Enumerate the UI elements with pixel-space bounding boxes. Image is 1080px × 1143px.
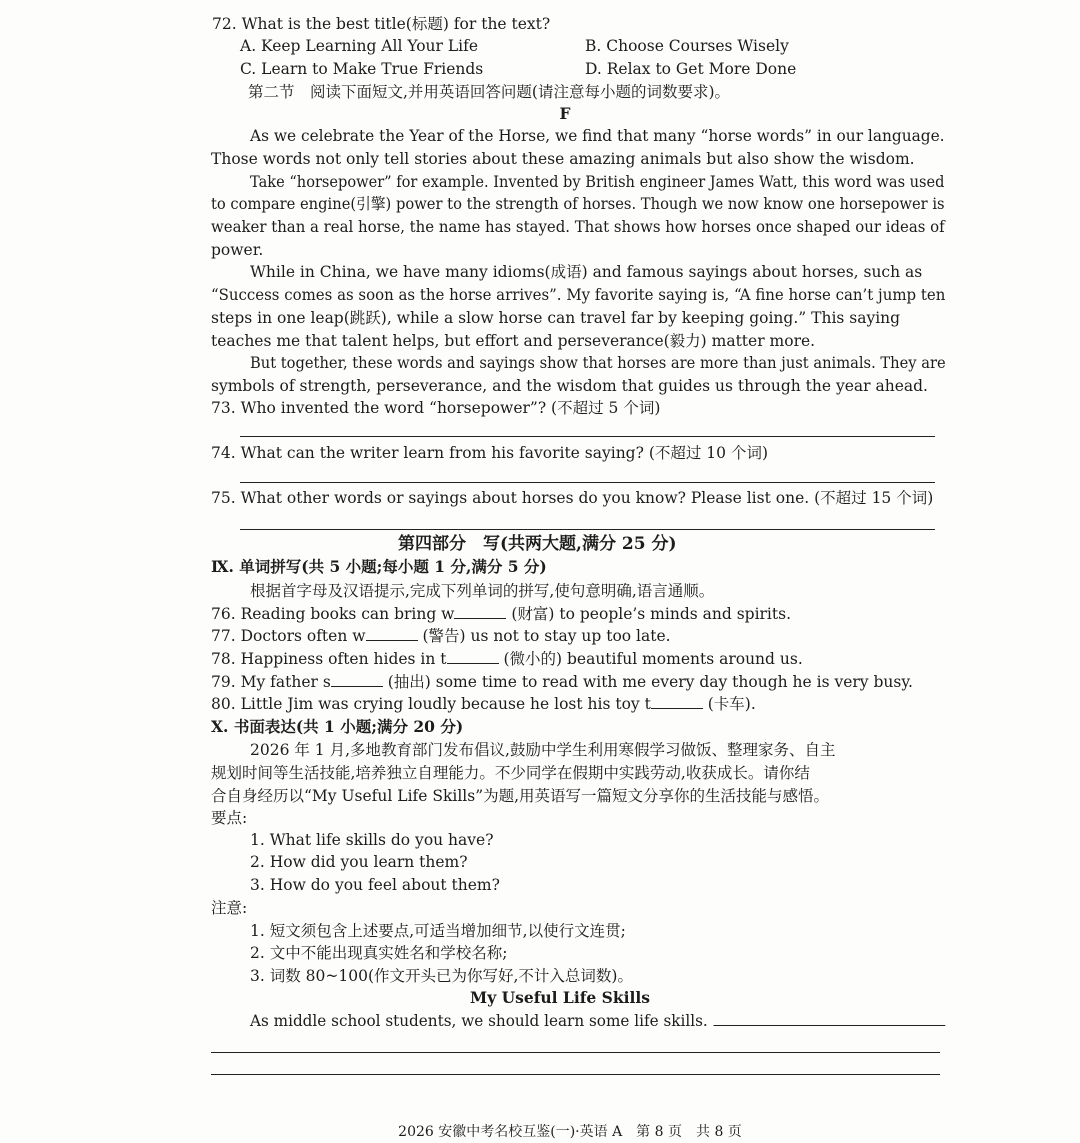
writing-prompt-line: 2026 年 1 月,多地教育部门发布倡议,鼓励中学生利用寒假学习做饭、整理家务、自主 bbox=[250, 741, 836, 759]
point-item: 2. How did you learn them? bbox=[250, 853, 468, 871]
q72-option-b: B. Choose Courses Wisely bbox=[585, 37, 789, 55]
section9-title: Ⅸ. 单词拼写(共 5 小题;每小题 1 分,满分 5 分) bbox=[211, 557, 547, 576]
blank-77[interactable] bbox=[366, 626, 418, 641]
passage-line: teaches me that talent helps, but effort and perseverance(毅力) matter more. bbox=[211, 332, 816, 350]
q72-option-d: D. Relax to Get More Done bbox=[585, 60, 797, 78]
question-73: 73. Who invented the word “horsepower”? (不超过 5 个词) bbox=[211, 399, 661, 417]
spelling-item-76: 76. Reading books can bring w (财富) to people’s minds and spirits. bbox=[211, 605, 792, 623]
notes-label: 注意: bbox=[211, 899, 248, 917]
spelling-item-80: 80. Little Jim was crying loudly because he lost his toy t (卡车). bbox=[211, 695, 756, 713]
spelling-item-77: 77. Doctors often w (警告) us not to stay up too late. bbox=[211, 627, 671, 645]
passage-line: “Success comes as soon as the horse arrives”. My favorite saying is, “A fine horse can’t jump ten bbox=[211, 286, 946, 304]
passage-line: As we celebrate the Year of the Horse, we find that many “horse words” in our language. bbox=[250, 127, 945, 145]
part4-title: 第四部分 写(共两大题,满分 25 分) bbox=[398, 534, 677, 554]
note-item: 3. 词数 80~100(作文开头已为你写好,不计入总词数)。 bbox=[250, 967, 633, 985]
section10-title: Ⅹ. 书面表达(共 1 小题;满分 20 分) bbox=[211, 717, 464, 736]
essay-start: As middle school students, we should learn some life skills. bbox=[250, 1010, 945, 1032]
writing-prompt-line: 规划时间等生活技能,培养独立自理能力。不少同学在假期中实践劳动,收获成长。请你结 bbox=[211, 764, 810, 782]
question-75: 75. What other words or sayings about horses do you know? Please list one. (不超过 15 个词) bbox=[211, 489, 934, 507]
passage-line: But together, these words and sayings show that horses are more than just animals. They are bbox=[250, 354, 946, 372]
blank-78[interactable] bbox=[447, 649, 499, 664]
passage-line: Those words not only tell stories about these amazing animals but also show the wisdom. bbox=[211, 150, 915, 168]
point-item: 1. What life skills do you have? bbox=[250, 831, 494, 849]
question-74: 74. What can the writer learn from his favorite saying? (不超过 10 个词) bbox=[211, 444, 769, 462]
spelling-item-78: 78. Happiness often hides in t (微小的) beautiful moments around us. bbox=[211, 650, 803, 668]
page-footer: 2026 安徽中考名校互鉴(一)·英语 A 第 8 页 共 8 页 bbox=[398, 1124, 742, 1140]
point-item: 3. How do you feel about them? bbox=[250, 876, 500, 894]
passage-line: weaker than a real horse, the name has stayed. That shows how horses once shaped our ideas of bbox=[211, 218, 945, 236]
points-label: 要点: bbox=[211, 809, 248, 827]
passage-line: power. bbox=[211, 241, 264, 259]
answer-line-73[interactable] bbox=[240, 436, 935, 437]
blank-79[interactable] bbox=[331, 672, 383, 687]
blank-76[interactable] bbox=[454, 604, 506, 619]
section9-instruction: 根据首字母及汉语提示,完成下列单词的拼写,使句意明确,语言通顺。 bbox=[250, 582, 715, 600]
passage-line: Take “horsepower” for example. Invented by British engineer James Watt, this word was used bbox=[250, 173, 945, 191]
essay-first-line-blank[interactable] bbox=[714, 1011, 946, 1026]
answer-line-75[interactable] bbox=[240, 529, 935, 530]
q72-stem: 72. What is the best title(标题) for the text? bbox=[212, 15, 551, 33]
note-item: 2. 文中不能出现真实姓名和学校名称; bbox=[250, 944, 508, 962]
passage-line: to compare engine(引擎) power to the strength of horses. Though we now know one horsepower is bbox=[211, 195, 945, 213]
writing-prompt-line: 合自身经历以“My Useful Life Skills”为题,用英语写一篇短文分享你的生活技能与感悟。 bbox=[211, 787, 830, 805]
passage-line: steps in one leap(跳跃), while a slow horse can travel far by keeping going.” This saying bbox=[211, 309, 901, 327]
essay-title: My Useful Life Skills bbox=[470, 988, 650, 1007]
passage-line: symbols of strength, perseverance, and the wisdom that guides us through the year ahead. bbox=[211, 377, 928, 395]
essay-answer-line[interactable] bbox=[211, 1074, 940, 1075]
q72-option-c: C. Learn to Make True Friends bbox=[240, 60, 484, 78]
q72-option-a: A. Keep Learning All Your Life bbox=[240, 37, 479, 55]
passage-letter: F bbox=[559, 104, 571, 123]
blank-80[interactable] bbox=[651, 694, 703, 709]
answer-line-74[interactable] bbox=[240, 482, 935, 483]
essay-answer-line[interactable] bbox=[211, 1052, 940, 1053]
passage-line: While in China, we have many idioms(成语) and famous sayings about horses, such as bbox=[250, 263, 923, 281]
spelling-item-79: 79. My father s (抽出) some time to read with me every day though he is very busy. bbox=[211, 673, 913, 691]
note-item: 1. 短文须包含上述要点,可适当增加细节,以使行文连贯; bbox=[250, 922, 626, 940]
section2-intro: 第二节 阅读下面短文,并用英语回答问题(请注意每小题的词数要求)。 bbox=[248, 83, 731, 101]
